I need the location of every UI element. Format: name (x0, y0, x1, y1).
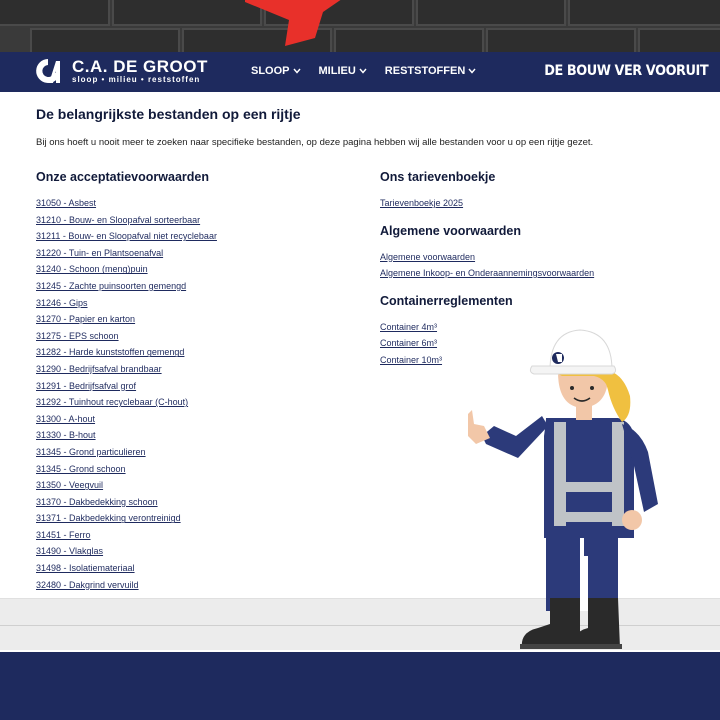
list-item (36, 525, 356, 542)
list-item (36, 309, 356, 326)
chevron-down-icon (293, 68, 301, 74)
list-item (36, 392, 356, 409)
document-link[interactable]: 32480 - Dakgrind vervuild (36, 579, 139, 590)
list-item (36, 259, 356, 276)
page-title: De belangrijkste bestanden op een rijtje (36, 106, 301, 122)
list-item (36, 243, 356, 260)
document-link[interactable]: 31330 - B-hout (36, 430, 96, 441)
construction-worker-illustration (462, 326, 662, 652)
site-header (0, 52, 720, 92)
site-logo[interactable] (34, 57, 208, 85)
list-item (36, 475, 356, 492)
main-nav (251, 65, 494, 77)
section-title-general-terms: Algemene voorwaarden (380, 223, 522, 238)
document-link[interactable]: Container 10m³ (380, 354, 443, 365)
list-item (36, 442, 356, 459)
document-link[interactable]: Container 6m³ (380, 338, 438, 348)
document-link[interactable]: Container 4m³ (380, 321, 438, 332)
acceptance-list (36, 193, 356, 591)
chevron-down-icon (359, 68, 367, 74)
list-item (36, 508, 356, 525)
list-item (36, 459, 356, 476)
site-footer (0, 652, 720, 720)
document-link[interactable]: 31292 - Tuinhout recyclebaar (C-hout) (36, 397, 189, 408)
document-link[interactable]: 31282 - Harde kunststoffen gemengd (36, 347, 185, 358)
nav-label: RESTSTOFFEN (384, 65, 466, 77)
document-link[interactable]: 31345 - Grond schoon (36, 463, 126, 474)
list-item (36, 492, 356, 509)
document-link[interactable]: 31270 - Papier en karton (36, 314, 136, 325)
document-link[interactable]: 31371 - Dakbedekking verontreinigd (36, 513, 181, 524)
general-terms-section (380, 224, 680, 280)
brick (30, 28, 180, 52)
list-item (36, 575, 356, 592)
list-item (36, 326, 356, 343)
nav-item-sloop[interactable] (251, 65, 301, 77)
nav-label: SLOOP (251, 65, 290, 77)
nav-item-reststoffen[interactable] (385, 65, 476, 77)
list-item (36, 226, 356, 243)
intro-text: Bij ons hoeft u nooit meer te zoeken naar specifieke bestanden, op deze pagina hebben wij alle bestanden voor u op een rijtje gezet. (36, 137, 594, 148)
list-item (36, 409, 356, 426)
logo-title: C.A. DE GROOT (72, 56, 208, 76)
document-link[interactable]: 31210 - Bouw- en Sloopafval sorteerbaar (36, 214, 201, 225)
list-item (36, 425, 356, 442)
document-link[interactable]: 31451 - Ferro (36, 529, 91, 540)
section-title-tariffs: Ons tarievenboekje (380, 170, 496, 184)
document-link[interactable]: 31220 - Tuin- en Plantsoenafval (36, 247, 164, 258)
list-item (36, 541, 356, 558)
document-link[interactable]: 31490 - Vlakglas (36, 546, 104, 557)
brick (112, 0, 262, 26)
document-link[interactable]: Algemene voorwaarden (380, 251, 476, 262)
page-intro (36, 106, 696, 148)
list-item (380, 193, 680, 210)
document-link[interactable]: 31350 - Veegvuil (36, 480, 104, 491)
document-link[interactable]: 31291 - Bedrijfsafval grof (36, 380, 137, 391)
document-link[interactable]: 31246 - Gips (36, 297, 88, 308)
document-link[interactable]: 31290 - Bedrijfsafval brandbaar (36, 363, 162, 374)
brick (416, 0, 566, 26)
document-link[interactable]: 31240 - Schoon (meng)puin (36, 264, 148, 275)
logo-text (72, 58, 208, 85)
document-link[interactable]: 31245 - Zachte puinsoorten gemengd (36, 280, 187, 291)
list-item (36, 558, 356, 575)
brick (486, 28, 636, 52)
brick (0, 0, 110, 26)
brick (568, 0, 720, 26)
list-item (36, 276, 356, 293)
nav-label: MILIEU (318, 65, 356, 77)
list-item (380, 247, 680, 264)
document-link[interactable]: Algemene Inkoop- en Onderaannemingsvoorwaarden (380, 268, 595, 278)
hero-brick-banner (0, 0, 720, 52)
tariffs-section (380, 170, 680, 210)
document-link[interactable]: 31050 - Asbest (36, 198, 97, 208)
document-link[interactable]: 31345 - Grond particulieren (36, 446, 146, 457)
document-link[interactable]: Tarievenboekje 2025 (380, 198, 464, 208)
ca-de-groot-logo-icon (34, 57, 62, 85)
list-item (36, 376, 356, 393)
document-link[interactable]: 31300 - A-hout (36, 413, 96, 424)
brick (638, 28, 720, 52)
document-link[interactable]: 31370 - Dakbedekking schoon (36, 496, 158, 507)
general-terms-list (380, 247, 680, 280)
acceptance-section (36, 170, 356, 591)
header-slogan: DE BOUW VER VOORUIT (544, 63, 708, 79)
list-item (36, 210, 356, 227)
list-item (36, 293, 356, 310)
tariffs-list (380, 193, 680, 210)
list-item (36, 342, 356, 359)
list-item (380, 263, 680, 280)
nav-item-milieu[interactable] (319, 65, 367, 77)
document-link[interactable]: 31211 - Bouw- en Sloopafval niet recyclebaar (36, 231, 217, 242)
list-item (36, 193, 356, 210)
logo-subtitle: sloop • milieu • reststoffen (72, 74, 201, 84)
red-graffiti-mark (245, 0, 365, 46)
section-title-acceptance: Onze acceptatievoorwaarden (36, 170, 209, 184)
chevron-down-icon (468, 68, 476, 74)
list-item (36, 359, 356, 376)
section-title-containers: Containerreglementen (380, 293, 513, 308)
document-link[interactable]: 31498 - Isolatiemateriaal (36, 563, 135, 574)
document-link[interactable]: 31275 - EPS schoon (36, 330, 119, 341)
